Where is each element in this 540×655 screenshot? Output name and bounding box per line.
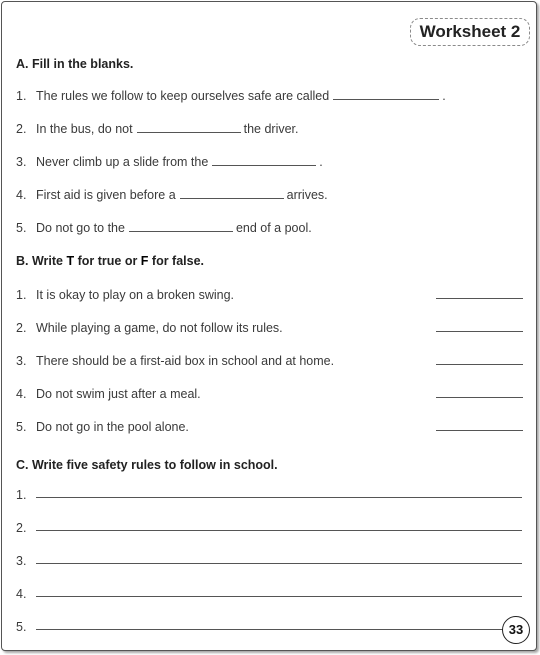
answer-blank[interactable] [180,197,284,199]
section-b-heading [16,254,204,268]
fill-blank-question [16,155,323,169]
question-number: 5. [16,420,27,434]
rule-number: 5. [16,620,27,634]
question-number: 5. [16,221,27,235]
fill-blank-question [16,188,328,202]
answer-line[interactable] [436,430,523,431]
question-text: While playing a game, do not follow its rules. [36,321,283,335]
rule-item [16,521,36,535]
section-b-heading-text: for false. [148,254,205,268]
question-number: 4. [16,387,27,401]
question-text-after: . [442,89,446,103]
page-number: 33 [502,616,530,644]
rule-number: 1. [16,488,27,502]
fill-blank-question [16,89,446,103]
writing-line[interactable] [36,497,522,498]
question-text: Do not swim just after a meal. [36,387,201,401]
fill-blank-question [16,221,312,235]
writing-line[interactable] [36,563,522,564]
rule-item [16,620,36,634]
false-letter: F [140,254,149,268]
question-text: First aid is given before a [36,188,176,202]
true-false-question [16,354,334,368]
question-text-after: the driver. [243,122,299,136]
rule-item [16,488,36,502]
true-false-question [16,288,234,302]
answer-line[interactable] [436,364,523,365]
question-text: The rules we follow to keep ourselves safe are called [36,89,330,103]
question-text: Never climb up a slide from the [36,155,209,169]
writing-line[interactable] [36,629,522,630]
question-text: Do not go to the [36,221,125,235]
question-number: 3. [16,354,27,368]
rule-item [16,554,36,568]
question-number: 3. [16,155,27,169]
answer-blank[interactable] [212,164,316,166]
rule-number: 4. [16,587,27,601]
writing-line[interactable] [36,530,522,531]
question-text: It is okay to play on a broken swing. [36,288,235,302]
question-number: 2. [16,321,27,335]
question-number: 4. [16,188,27,202]
true-letter: T [66,254,75,268]
section-a-heading: A. Fill in the blanks. [16,57,134,71]
fill-blank-question [16,122,299,136]
answer-line[interactable] [436,397,523,398]
answer-line[interactable] [436,298,523,299]
answer-blank[interactable] [137,131,241,133]
section-b-heading-text: B. Write [16,254,67,268]
true-false-question [16,387,201,401]
answer-blank[interactable] [333,98,439,100]
question-number: 1. [16,89,27,103]
rule-number: 3. [16,554,27,568]
true-false-question [16,420,189,434]
question-number: 2. [16,122,27,136]
writing-line[interactable] [36,596,522,597]
question-text: In the bus, do not [36,122,133,136]
worksheet-page [1,1,537,651]
section-b-heading-text: for true or [74,254,141,268]
rule-item [16,587,36,601]
question-number: 1. [16,288,27,302]
answer-blank[interactable] [129,230,233,232]
question-text-after: arrives. [286,188,328,202]
question-text-after: end of a pool. [235,221,312,235]
answer-line[interactable] [436,331,523,332]
rule-number: 2. [16,521,27,535]
section-c-heading: C. Write five safety rules to follow in school. [16,458,278,472]
question-text-after: . [319,155,323,169]
question-text: There should be a first-aid box in school and at home. [36,354,335,368]
worksheet-label: Worksheet 2 [410,18,530,46]
question-text: Do not go in the pool alone. [36,420,189,434]
true-false-question [16,321,283,335]
